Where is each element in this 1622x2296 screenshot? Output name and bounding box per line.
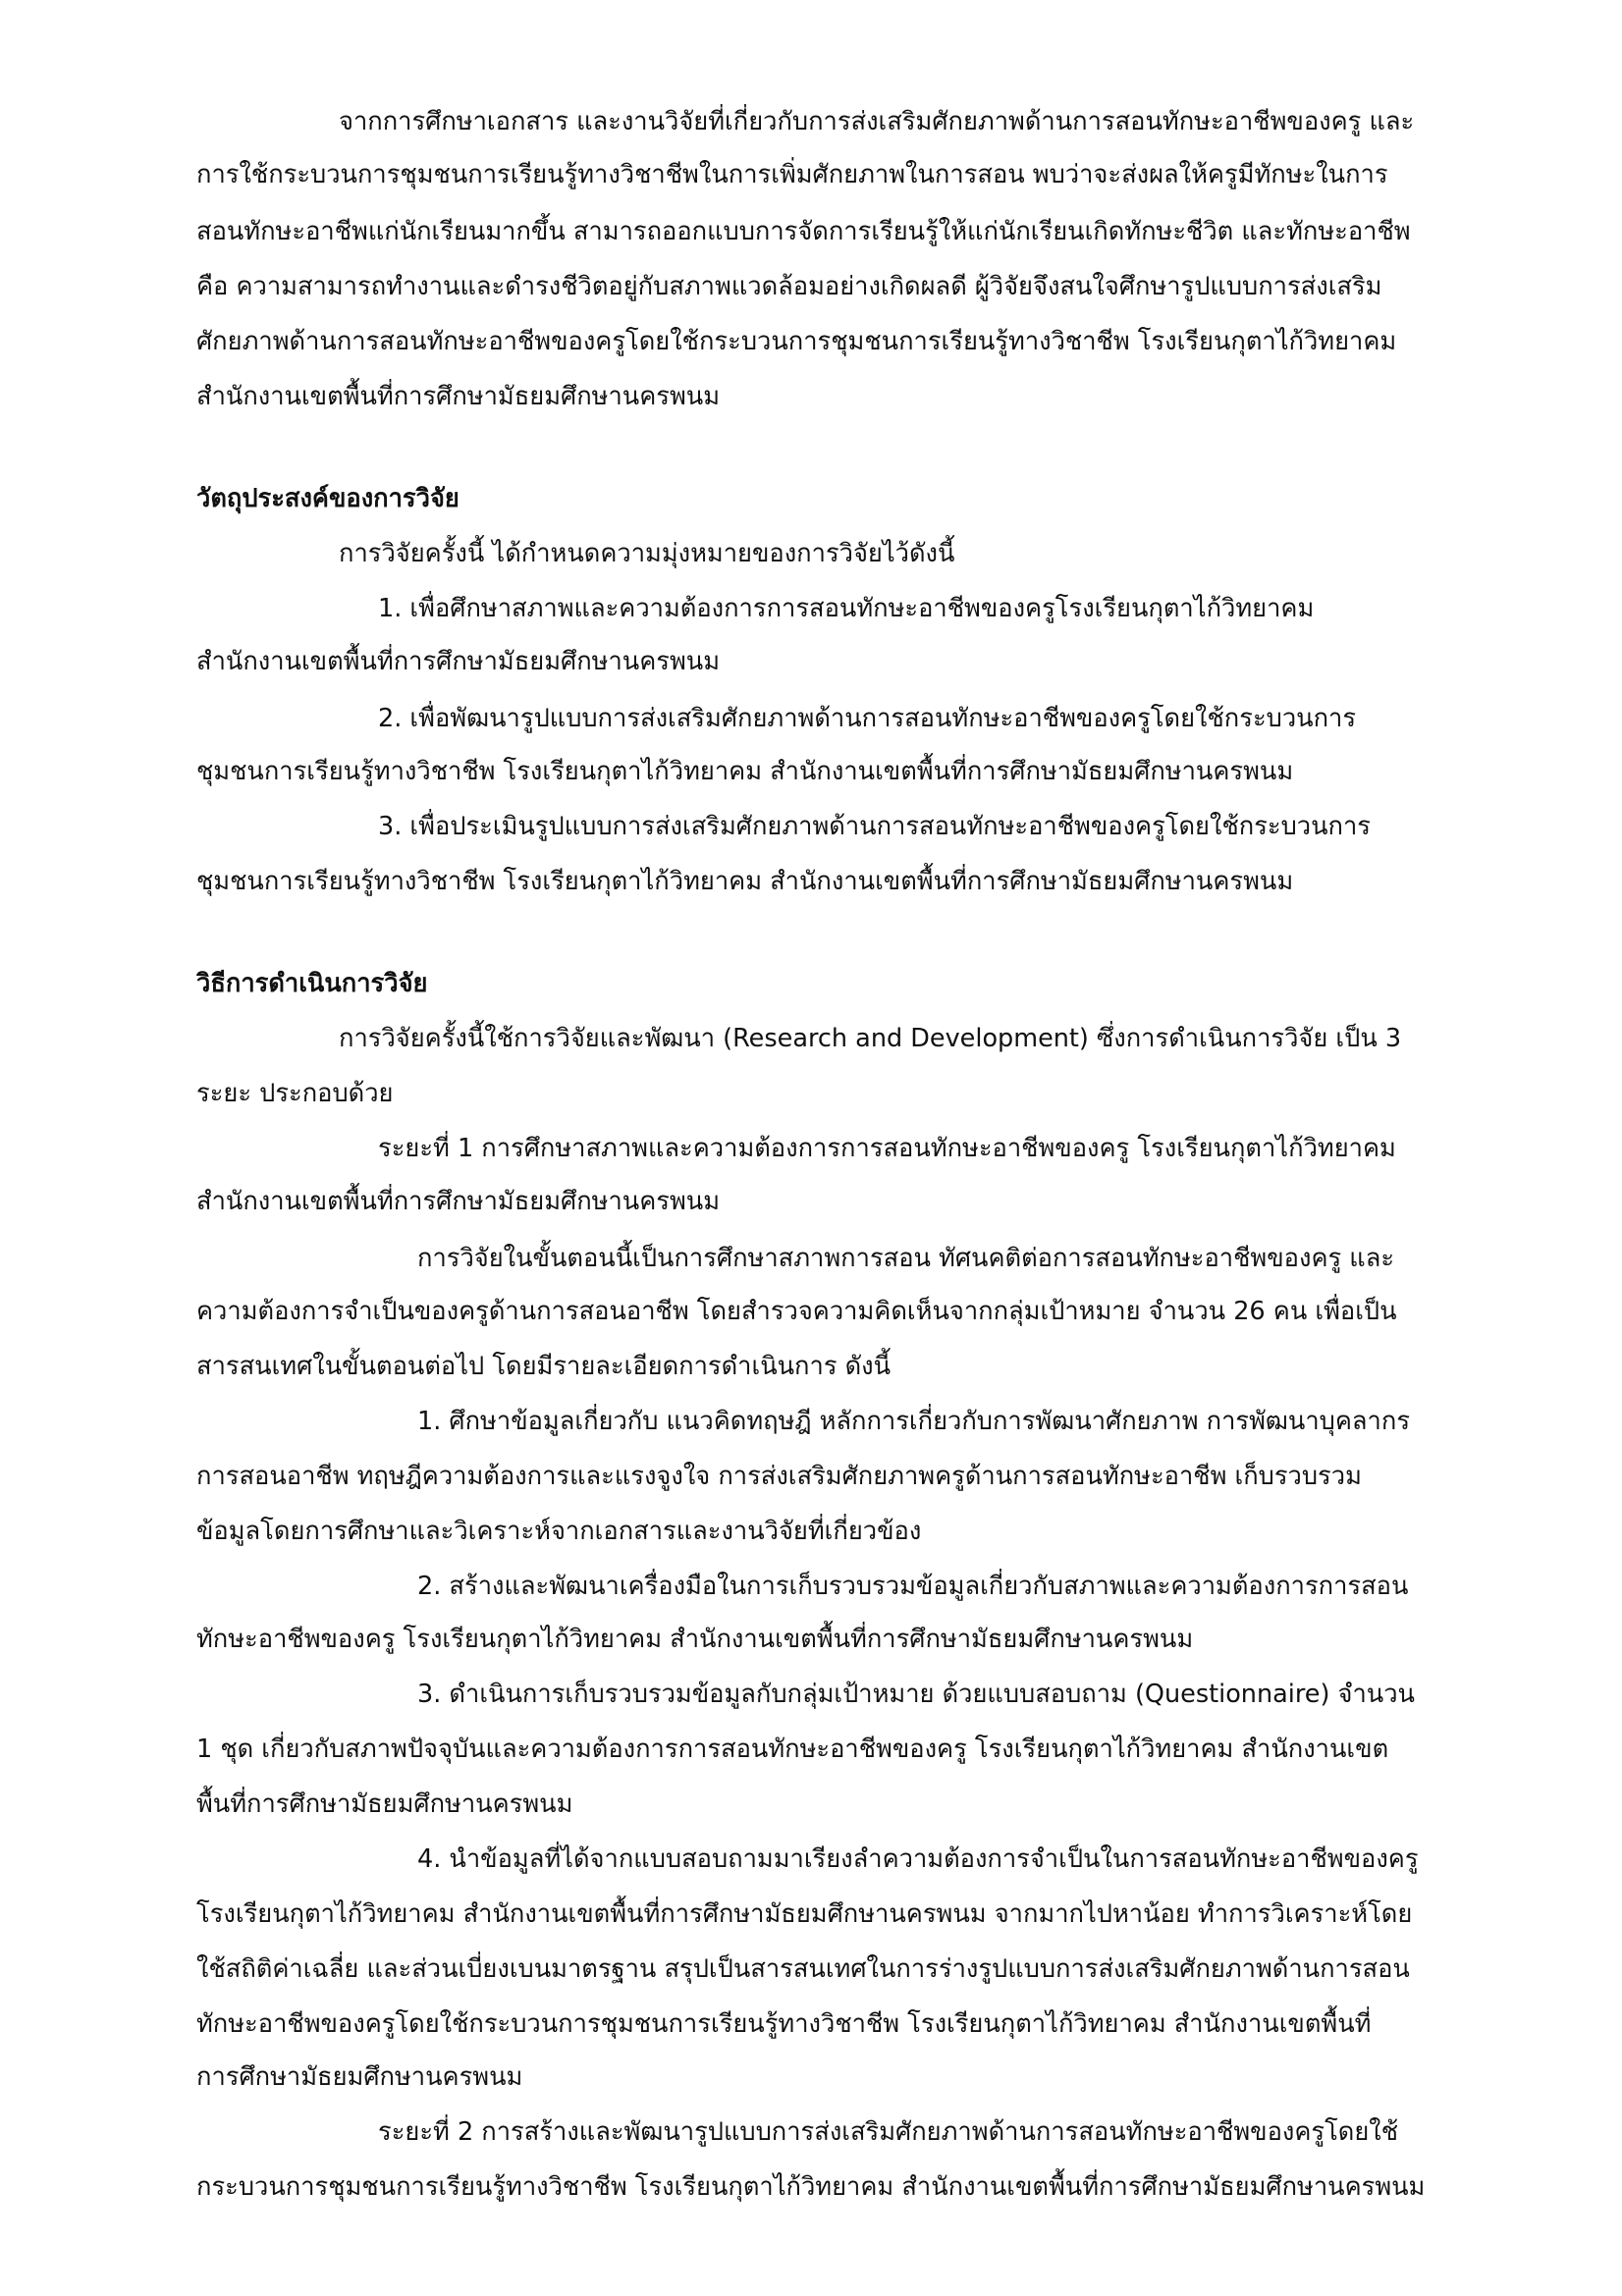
step-2-cont: ทักษะอาชีพของครู โรงเรียนกุตาไก้วิทยาคม สำนักงานเขตพื้นที่การศึกษามัธยมศึกษานครพนม — [196, 1625, 1194, 1654]
phase-1-desc-3: สารสนเทศในขั้นตอนต่อไป โดยมีรายละเอียดการดำเนินการ ดังนี้ — [196, 1352, 892, 1381]
step-4-cont-3: ทักษะอาชีพของครูโดยใช้กระบวนการชุมชนการเรียนรู้ทางวิชาชีพ โรงเรียนกุตาไก้วิทยาคม สำนักงานเขตพื้นที่ — [196, 2009, 1372, 2039]
objective-item-1: 1. เพื่อศึกษาสภาพและความต้องการการสอนทักษะอาชีพของครูโรงเรียนกุตาไก้วิทยาคม — [378, 594, 1315, 623]
step-3-cont-1: 1 ชุด เกี่ยวกับสภาพปัจจุบันและความต้องการการสอนทักษะอาชีพของครู โรงเรียนกุตาไก้วิทยาคม สำนักงานเขต — [196, 1735, 1389, 1764]
objective-item-2: 2. เพื่อพัฒนารูปแบบการส่งเสริมศักยภาพด้านการสอนทักษะอาชีพของครูโดยใช้กระบวนการ — [378, 704, 1357, 733]
phase-1-desc-2: ความต้องการจำเป็นของครูด้านการสอนอาชีพ โดยสำรวจความคิดเห็นจากกลุ่มเป้าหมาย จำนวน 26 คน เพื่อเป็น — [196, 1297, 1397, 1326]
step-1-cont-2: ข้อมูลโดยการศึกษาและวิเคราะห์จากเอกสารและงานวิจัยที่เกี่ยวข้อง — [196, 1517, 922, 1546]
objective-item-2-cont: ชุมชนการเรียนรู้ทางวิชาชีพ โรงเรียนกุตาไก้วิทยาคม สำนักงานเขตพื้นที่การศึกษามัธยมศึกษานครพนม — [196, 757, 1294, 786]
intro-line-4: คือ ความสามารถทำงานและดำรงชีวิตอยู่กับสภาพแวดล้อมอย่างเกิดผลดี ผู้วิจัยจึงสนใจศึกษารูปแบบการส่งเสริม — [196, 272, 1382, 301]
phase-1-title-cont: สำนักงานเขตพื้นที่การศึกษามัธยมศึกษานครพนม — [196, 1187, 721, 1216]
intro-line-5: ศักยภาพด้านการสอนทักษะอาชีพของครูโดยใช้กระบวนการชุมชนการเรียนรู้ทางวิชาชีพ โรงเรียนกุตาไก้วิทยาคม — [196, 327, 1397, 356]
objectives-heading: วัตถุประสงค์ของการวิจัย — [196, 484, 460, 513]
intro-line-1: จากการศึกษาเอกสาร และงานวิจัยที่เกี่ยวกับการส่งเสริมศักยภาพด้านการสอนทักษะอาชีพของครู และ — [339, 107, 1415, 136]
intro-line-3: สอนทักษะอาชีพแก่นักเรียนมากขึ้น สามารถออกแบบการจัดการเรียนรู้ให้แก่นักเรียนเกิดทักษะชีวิต และทักษะอาชีพ — [196, 217, 1411, 246]
step-1: 1. ศึกษาข้อมูลเกี่ยวกับ แนวคิดทฤษฎี หลักการเกี่ยวกับการพัฒนาศักยภาพ การพัฒนาบุคลากร — [417, 1407, 1411, 1436]
objective-item-3: 3. เพื่อประเมินรูปแบบการส่งเสริมศักยภาพด้านการสอนทักษะอาชีพของครูโดยใช้กระบวนการ — [378, 812, 1371, 841]
phase-1-desc-1: การวิจัยในขั้นตอนนี้เป็นการศึกษาสภาพการสอน ทัศนคติต่อการสอนทักษะอาชีพของครู และ — [417, 1244, 1395, 1273]
phase-2-title: ระยะที่ 2 การสร้างและพัฒนารูปแบบการส่งเสริมศักยภาพด้านการสอนทักษะอาชีพของครูโดยใช้ — [378, 2117, 1399, 2147]
objectives-lead: การวิจัยครั้งนี้ ได้กำหนดความมุ่งหมายของการวิจัยไว้ดังนี้ — [339, 539, 955, 568]
intro-line-2: การใช้กระบวนการชุมชนการเรียนรู้ทางวิชาชีพในการเพิ่มศักยภาพในการสอน พบว่าจะส่งผลให้ครูมีทักษะในการ — [196, 160, 1388, 189]
step-4-cont-4: การศึกษามัธยมศึกษานครพนม — [196, 2062, 523, 2092]
method-heading: วิธีการดำเนินการวิจัย — [196, 969, 428, 998]
step-3: 3. ดำเนินการเก็บรวบรวมข้อมูลกับกลุ่มเป้าหมาย ด้วยแบบสอบถาม (Questionnaire) จำนวน — [417, 1680, 1415, 1709]
phase-1-title: ระยะที่ 1 การศึกษาสภาพและความต้องการการสอนทักษะอาชีพของครู โรงเรียนกุตาไก้วิทยาคม — [378, 1134, 1396, 1163]
intro-line-6: สำนักงานเขตพื้นที่การศึกษามัธยมศึกษานครพนม — [196, 382, 721, 411]
step-2: 2. สร้างและพัฒนาเครื่องมือในการเก็บรวบรวมข้อมูลเกี่ยวกับสภาพและความต้องการการสอน — [417, 1572, 1409, 1601]
step-1-cont-1: การสอนอาชีพ ทฤษฎีความต้องการและแรงจูงใจ การส่งเสริมศักยภาพครูด้านการสอนทักษะอาชีพ เก็บรวบรวม — [196, 1462, 1362, 1491]
method-line-1: การวิจัยครั้งนี้ใช้การวิจัยและพัฒนา (Research and Development) ซึ่งการดำเนินการวิจัย เป็น 3 — [339, 1024, 1402, 1053]
phase-2-title-cont: กระบวนการชุมชนการเรียนรู้ทางวิชาชีพ โรงเรียนกุตาไก้วิทยาคม สำนักงานเขตพื้นที่การศึกษามัธยมศึกษานครพนม — [196, 2172, 1426, 2202]
objective-item-1-cont: สำนักงานเขตพื้นที่การศึกษามัธยมศึกษานครพนม — [196, 647, 721, 676]
step-3-cont-2: พื้นที่การศึกษามัธยมศึกษานครพนม — [196, 1789, 573, 1819]
step-4-cont-2: ใช้สถิติค่าเฉลี่ย และส่วนเบี่ยงเบนมาตรฐาน สรุปเป็นสารสนเทศในการร่างรูปแบบการส่งเสริมศักยภาพด้านการสอน — [196, 1954, 1410, 1984]
step-4: 4. นำข้อมูลที่ได้จากแบบสอบถามมาเรียงลำความต้องการจำเป็นในการสอนทักษะอาชีพของครู — [417, 1844, 1419, 1874]
step-4-cont-1: โรงเรียนกุตาไก้วิทยาคม สำนักงานเขตพื้นที่การศึกษามัธยมศึกษานครพนม จากมากไปหาน้อย ทำการวิเคราะห์โดย — [196, 1899, 1413, 1929]
objective-item-3-cont: ชุมชนการเรียนรู้ทางวิชาชีพ โรงเรียนกุตาไก้วิทยาคม สำนักงานเขตพื้นที่การศึกษามัธยมศึกษานครพนม — [196, 867, 1294, 896]
method-line-2: ระยะ ประกอบด้วย — [196, 1079, 394, 1108]
